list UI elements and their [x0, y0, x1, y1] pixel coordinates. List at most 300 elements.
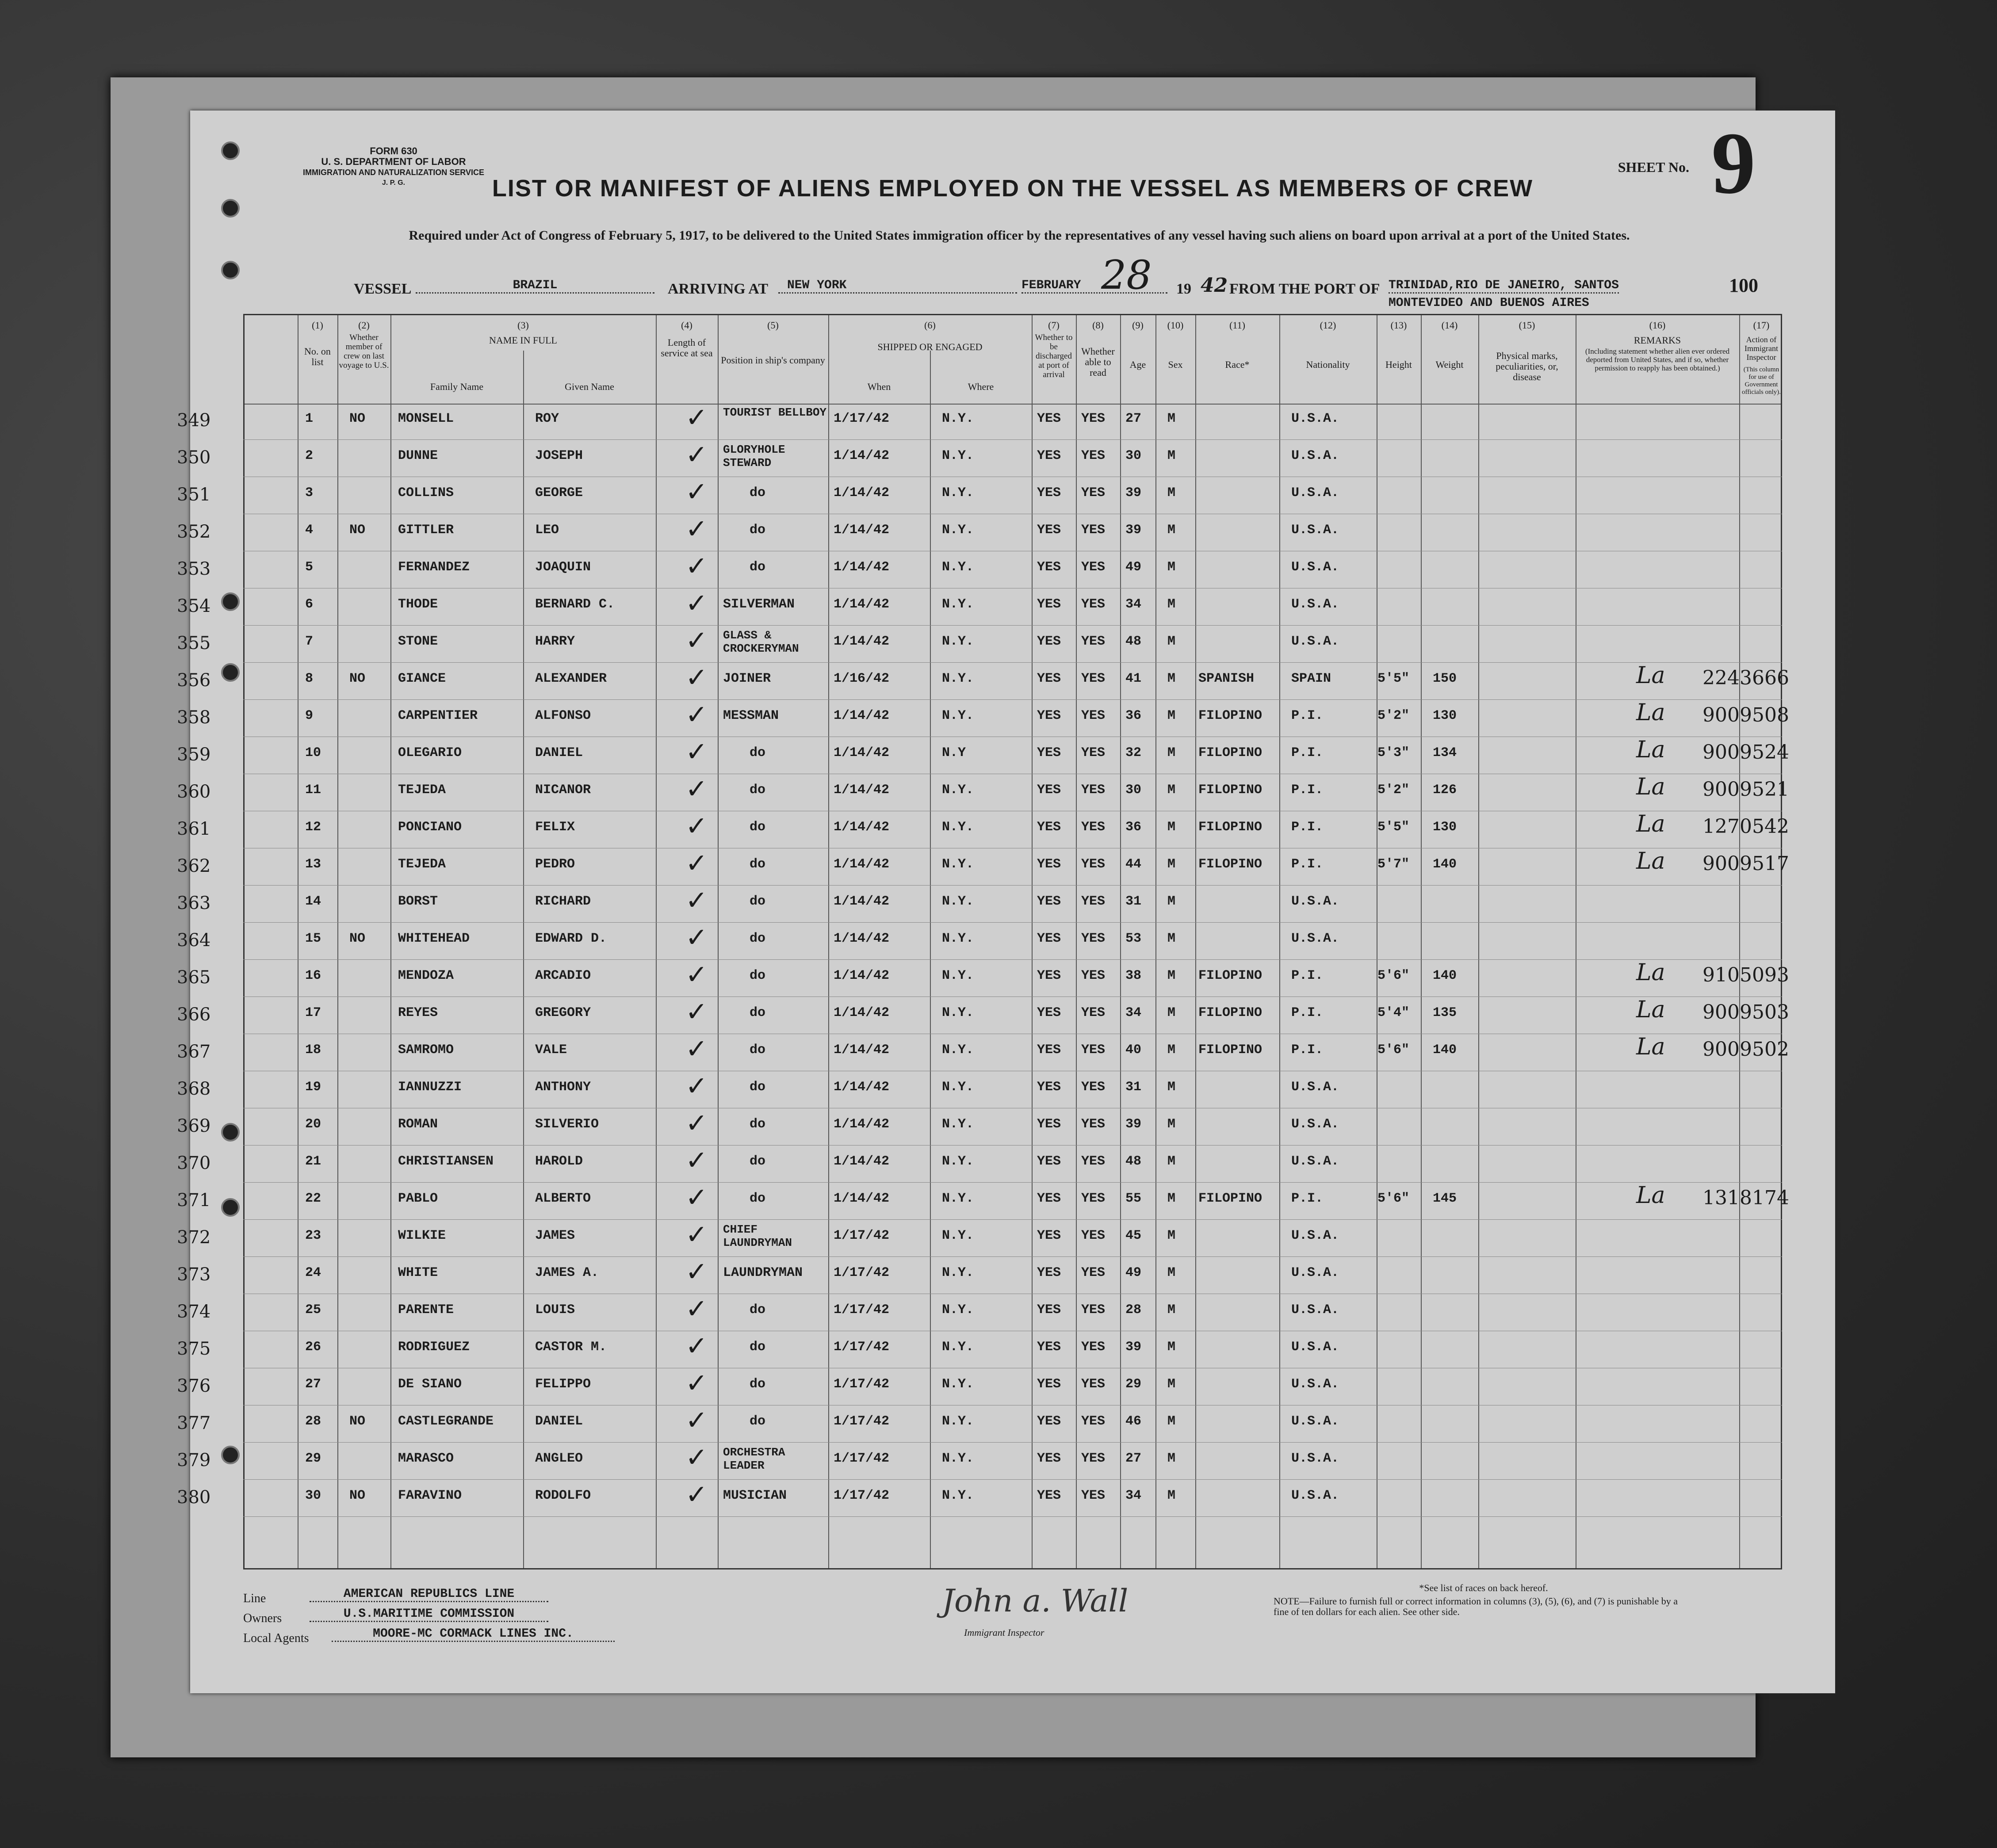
table-row	[177, 551, 1782, 588]
race: FILOPINO	[1198, 857, 1262, 872]
able-to-read: YES	[1081, 857, 1106, 872]
given-name: JAMES	[535, 1228, 575, 1243]
discharged: YES	[1037, 857, 1061, 872]
discharged: YES	[1037, 1042, 1061, 1058]
discharged: YES	[1037, 1302, 1061, 1317]
nationality: U.S.A.	[1291, 1451, 1339, 1466]
col-6-number: (6)	[924, 320, 936, 331]
family-name: COLLINS	[398, 485, 454, 500]
page-count: 100	[1729, 275, 1758, 296]
given-name: LOUIS	[535, 1302, 575, 1317]
checkmark-icon: ✓	[685, 439, 708, 470]
race: FILOPINO	[1198, 968, 1262, 983]
checkmark-icon: ✓	[685, 1219, 708, 1250]
age: 49	[1125, 1265, 1142, 1280]
sex: M	[1167, 1488, 1176, 1503]
weight: 140	[1433, 857, 1457, 872]
family-name: STONE	[398, 634, 438, 649]
discharged: YES	[1037, 968, 1061, 983]
engaged-place: N.Y.	[942, 1005, 974, 1020]
remark: La	[1636, 959, 1665, 986]
nationality: U.S.A.	[1291, 411, 1339, 426]
family-name: FERNANDEZ	[398, 560, 470, 575]
row-number: 3	[305, 485, 314, 500]
engaged-date: 1/14/42	[834, 560, 890, 575]
age: 53	[1125, 931, 1142, 946]
age: 28	[1125, 1302, 1142, 1317]
sex: M	[1167, 597, 1176, 612]
margin-number: 373	[177, 1264, 211, 1285]
nationality: P.I.	[1291, 857, 1324, 872]
nationality: U.S.A.	[1291, 1117, 1339, 1132]
age: 31	[1125, 1080, 1142, 1095]
table-row	[177, 885, 1782, 923]
age: 34	[1125, 1005, 1142, 1020]
given-name: FELIPPO	[535, 1377, 591, 1392]
race: FILOPINO	[1198, 1005, 1262, 1020]
able-to-read: YES	[1081, 1414, 1106, 1429]
inspector-action: 9009521	[1702, 778, 1789, 801]
able-to-read: YES	[1081, 931, 1106, 946]
age: 40	[1125, 1042, 1142, 1058]
age: 27	[1125, 411, 1142, 426]
family-name: CASTLEGRANDE	[398, 1414, 494, 1429]
row-number: 7	[305, 634, 314, 649]
sex: M	[1167, 1154, 1176, 1169]
row-number: 12	[305, 820, 321, 835]
given-name: ALBERTO	[535, 1191, 591, 1206]
age: 48	[1125, 1154, 1142, 1169]
sex: M	[1167, 1191, 1176, 1206]
discharged: YES	[1037, 411, 1061, 426]
position: do	[750, 1340, 766, 1355]
agents-label: Local Agents	[243, 1631, 309, 1645]
engaged-place: N.Y.	[942, 1265, 974, 1280]
height: 5'4"	[1377, 1005, 1410, 1020]
engaged-place: N.Y.	[942, 820, 974, 835]
able-to-read: YES	[1081, 1228, 1106, 1243]
sex: M	[1167, 708, 1176, 723]
position: GLORYHOLE STEWARD	[723, 443, 785, 470]
sex: M	[1167, 968, 1176, 983]
line-label: Line	[243, 1592, 266, 1605]
inspector-action: 9009502	[1702, 1038, 1789, 1061]
nationality: U.S.A.	[1291, 1414, 1339, 1429]
checkmark-icon: ✓	[685, 774, 708, 805]
checkmark-icon: ✓	[685, 922, 708, 953]
height: 5'6"	[1377, 1042, 1410, 1058]
sex: M	[1167, 1414, 1176, 1429]
position: do	[750, 1042, 766, 1058]
engaged-date: 1/14/42	[834, 708, 890, 723]
margin-number: 364	[177, 930, 211, 951]
checkmark-icon: ✓	[685, 1405, 708, 1436]
agents-value: MOORE-MC CORMACK LINES INC.	[332, 1627, 615, 1642]
engaged-place: N.Y.	[942, 894, 974, 909]
weight: 126	[1433, 783, 1457, 798]
family-name: CARPENTIER	[398, 708, 478, 723]
weight: 140	[1433, 968, 1457, 983]
sex: M	[1167, 485, 1176, 500]
table-row	[177, 1219, 1782, 1257]
row-number: 16	[305, 968, 321, 983]
previous-voyage: NO	[349, 931, 366, 946]
col-6b-header: Where	[968, 381, 994, 392]
engaged-place: N.Y.	[942, 1488, 974, 1503]
family-name: PABLO	[398, 1191, 438, 1206]
row-number: 26	[305, 1340, 321, 1355]
weight: 130	[1433, 820, 1457, 835]
given-name: JOSEPH	[535, 448, 583, 463]
table-row	[177, 625, 1782, 663]
nationality: U.S.A.	[1291, 1377, 1339, 1392]
family-name: MONSELL	[398, 411, 454, 426]
able-to-read: YES	[1081, 1302, 1106, 1317]
age: 32	[1125, 745, 1142, 760]
able-to-read: YES	[1081, 1265, 1106, 1280]
engaged-date: 1/17/42	[834, 1228, 890, 1243]
engaged-date: 1/14/42	[834, 1191, 890, 1206]
margin-number: 367	[177, 1042, 211, 1062]
row-number: 9	[305, 708, 314, 723]
nationality: U.S.A.	[1291, 894, 1339, 909]
previous-voyage: NO	[349, 411, 366, 426]
col-12-header: Nationality	[1306, 359, 1350, 370]
col-2-number: (2)	[358, 320, 370, 331]
inspector-action: 1318174	[1702, 1187, 1789, 1209]
age: 44	[1125, 857, 1142, 872]
nationality: U.S.A.	[1291, 634, 1339, 649]
family-name: CHRISTIANSEN	[398, 1154, 494, 1169]
margin-number: 352	[177, 522, 211, 542]
row-number: 1	[305, 411, 314, 426]
punch-hole	[221, 261, 240, 279]
age: 34	[1125, 1488, 1142, 1503]
discharged: YES	[1037, 1228, 1061, 1243]
height: 5'5"	[1377, 820, 1410, 835]
inspector-action: 9009524	[1702, 741, 1789, 764]
inspector-action: 9009517	[1702, 852, 1789, 875]
engaged-place: N.Y.	[942, 783, 974, 798]
engaged-date: 1/17/42	[834, 411, 890, 426]
sheet-number: 9	[1711, 115, 1756, 212]
given-name: SILVERIO	[535, 1117, 599, 1132]
engaged-place: N.Y.	[942, 1117, 974, 1132]
row-number: 27	[305, 1377, 321, 1392]
discharged: YES	[1037, 1414, 1061, 1429]
able-to-read: YES	[1081, 671, 1106, 686]
position: do	[750, 1302, 766, 1317]
col-10-header: Sex	[1168, 359, 1183, 370]
position: do	[750, 560, 766, 575]
checkmark-icon: ✓	[685, 699, 708, 730]
race: FILOPINO	[1198, 1191, 1262, 1206]
able-to-read: YES	[1081, 1080, 1106, 1095]
checkmark-icon: ✓	[685, 1256, 708, 1287]
arriving-port: NEW YORK	[778, 279, 1017, 294]
given-name: ANGLEO	[535, 1451, 583, 1466]
position: do	[750, 1191, 766, 1206]
engaged-place: N.Y.	[942, 411, 974, 426]
row-number: 21	[305, 1154, 321, 1169]
position: do	[750, 968, 766, 983]
given-name: PEDRO	[535, 857, 575, 872]
nationality: U.S.A.	[1291, 1265, 1339, 1280]
family-name: PARENTE	[398, 1302, 454, 1317]
given-name: BERNARD C.	[535, 597, 615, 612]
family-name: DE SIANO	[398, 1377, 462, 1392]
margin-number: 375	[177, 1339, 211, 1359]
engaged-date: 1/14/42	[834, 1005, 890, 1020]
weight: 134	[1433, 745, 1457, 760]
col-11-header: Race*	[1225, 359, 1250, 370]
position: JOINER	[723, 671, 771, 686]
able-to-read: YES	[1081, 894, 1106, 909]
table-row	[177, 737, 1789, 774]
discharged: YES	[1037, 1451, 1061, 1466]
given-name: GEORGE	[535, 485, 583, 500]
sex: M	[1167, 931, 1176, 946]
discharged: YES	[1037, 634, 1061, 649]
given-name: ALFONSO	[535, 708, 591, 723]
department-name: U. S. DEPARTMENT OF LABOR	[321, 156, 466, 167]
age: 55	[1125, 1191, 1142, 1206]
col-10-number: (10)	[1167, 320, 1184, 331]
nationality: U.S.A.	[1291, 1080, 1339, 1095]
given-name: ANTHONY	[535, 1080, 591, 1095]
col-1-header: No. on list	[304, 346, 331, 367]
manifest-sheet	[177, 111, 1835, 1693]
table-row	[177, 774, 1789, 811]
family-name: TEJEDA	[398, 857, 446, 872]
discharged: YES	[1037, 1265, 1061, 1280]
height: 5'7"	[1377, 857, 1410, 872]
nationality: P.I.	[1291, 1042, 1324, 1058]
service-name: IMMIGRATION AND NATURALIZATION SERVICE	[303, 168, 484, 177]
remark: La	[1636, 811, 1665, 837]
row-number: 13	[305, 857, 321, 872]
engaged-date: 1/14/42	[834, 1080, 890, 1095]
col-13-header: Height	[1385, 359, 1412, 370]
age: 48	[1125, 634, 1142, 649]
table-row	[177, 439, 1782, 477]
family-name: MARASCO	[398, 1451, 454, 1466]
margin-number: 359	[177, 745, 211, 765]
row-number: 28	[305, 1414, 321, 1429]
col-16-subheader: (Including statement whether alien ever ordered deported from United States, and if so, whether permission to reapply has been obtained.)	[1585, 347, 1730, 372]
nationality: U.S.A.	[1291, 448, 1339, 463]
nationality: P.I.	[1291, 783, 1324, 798]
family-name: TEJEDA	[398, 783, 446, 798]
nationality: P.I.	[1291, 1005, 1324, 1020]
family-name: FARAVINO	[398, 1488, 462, 1503]
family-name: WHITE	[398, 1265, 438, 1280]
arrival-year: 42	[1201, 274, 1228, 297]
margin-number: 363	[177, 893, 211, 913]
position: do	[750, 1117, 766, 1132]
col-17-header: Action of Immigrant Inspector	[1745, 335, 1778, 362]
inspector-action: 9105093	[1702, 964, 1789, 986]
weight: 135	[1433, 1005, 1457, 1020]
remark: La	[1636, 774, 1665, 800]
nationality: U.S.A.	[1291, 523, 1339, 538]
discharged: YES	[1037, 1080, 1061, 1095]
row-number: 18	[305, 1042, 321, 1058]
age: 39	[1125, 1117, 1142, 1132]
age: 39	[1125, 1340, 1142, 1355]
row-number: 10	[305, 745, 321, 760]
given-name: HARRY	[535, 634, 575, 649]
margin-number: 369	[177, 1116, 211, 1136]
engaged-place: N.Y.	[942, 931, 974, 946]
height: 5'6"	[1377, 968, 1410, 983]
given-name: GREGORY	[535, 1005, 591, 1020]
position: TOURIST BELLBOY	[723, 406, 827, 419]
form-number: FORM 630	[370, 145, 417, 157]
given-name: HAROLD	[535, 1154, 583, 1169]
margin-number: 358	[177, 707, 211, 728]
col-3-header: NAME IN FULL	[489, 335, 557, 346]
given-name: ARCADIO	[535, 968, 591, 983]
discharged: YES	[1037, 485, 1061, 500]
margin-number: 355	[177, 633, 211, 653]
margin-number: 372	[177, 1227, 211, 1248]
discharged: YES	[1037, 708, 1061, 723]
col-5-number: (5)	[767, 320, 779, 331]
engaged-date: 1/17/42	[834, 1302, 890, 1317]
previous-voyage: NO	[349, 1414, 366, 1429]
age: 45	[1125, 1228, 1142, 1243]
year-prefix: 19	[1176, 281, 1191, 297]
table-row	[177, 959, 1789, 997]
height: 5'3"	[1377, 745, 1410, 760]
owners-value: U.S.MARITIME COMMISSION	[310, 1607, 548, 1622]
discharged: YES	[1037, 820, 1061, 835]
age: 36	[1125, 820, 1142, 835]
col-2-header: Whether member of crew on last voyage to U.S.	[339, 333, 389, 370]
nationality: U.S.A.	[1291, 1340, 1339, 1355]
margin-number: 379	[177, 1450, 211, 1470]
row-number: 23	[305, 1228, 321, 1243]
given-name: JAMES A.	[535, 1265, 599, 1280]
table-row	[177, 1442, 1782, 1480]
table-row	[177, 1368, 1782, 1405]
engaged-place: N.Y.	[942, 1080, 974, 1095]
race: FILOPINO	[1198, 745, 1262, 760]
nationality: U.S.A.	[1291, 560, 1339, 575]
row-number: 30	[305, 1488, 321, 1503]
nationality: P.I.	[1291, 968, 1324, 983]
row-number: 8	[305, 671, 314, 686]
height: 5'2"	[1377, 708, 1410, 723]
row-number: 17	[305, 1005, 321, 1020]
row-number: 2	[305, 448, 314, 463]
able-to-read: YES	[1081, 523, 1106, 538]
margin-number: 370	[177, 1153, 211, 1173]
discharged: YES	[1037, 448, 1061, 463]
engaged-place: N.Y.	[942, 448, 974, 463]
remark: La	[1636, 662, 1665, 689]
discharged: YES	[1037, 1117, 1061, 1132]
remark: La	[1636, 699, 1665, 726]
margin-number: 351	[177, 485, 211, 505]
checkmark-icon: ✓	[685, 1442, 708, 1473]
position: do	[750, 1377, 766, 1392]
margin-number: 365	[177, 967, 211, 988]
row-number: 14	[305, 894, 321, 909]
engaged-date: 1/14/42	[834, 634, 890, 649]
row-number: 6	[305, 597, 314, 612]
given-name: RICHARD	[535, 894, 591, 909]
able-to-read: YES	[1081, 411, 1106, 426]
sex: M	[1167, 1451, 1176, 1466]
age: 36	[1125, 708, 1142, 723]
able-to-read: YES	[1081, 708, 1106, 723]
family-name: IANNUZZI	[398, 1080, 462, 1095]
age: 29	[1125, 1377, 1142, 1392]
margin-number: 362	[177, 856, 211, 876]
age: 30	[1125, 448, 1142, 463]
engaged-date: 1/14/42	[834, 1117, 890, 1132]
margin-number: 366	[177, 1004, 211, 1025]
engaged-place: N.Y.	[942, 1414, 974, 1429]
checkmark-icon: ✓	[685, 848, 708, 879]
row-number: 15	[305, 931, 321, 946]
given-name: JOAQUIN	[535, 560, 591, 575]
family-name: DUNNE	[398, 448, 438, 463]
arrival-day: 28	[1101, 252, 1152, 298]
margin-number: 374	[177, 1302, 211, 1322]
age: 39	[1125, 523, 1142, 538]
row-number: 25	[305, 1302, 321, 1317]
margin-number: 376	[177, 1376, 211, 1396]
margin-number: 361	[177, 819, 211, 839]
discharged: YES	[1037, 745, 1061, 760]
nationality: U.S.A.	[1291, 485, 1339, 500]
col-4-number: (4)	[681, 320, 692, 331]
sheet-number-label: SHEET No.	[1618, 159, 1689, 175]
given-name: LEO	[535, 523, 559, 538]
position: do	[750, 820, 766, 835]
row-number: 19	[305, 1080, 321, 1095]
col-6a-header: When	[867, 381, 891, 392]
row-number: 22	[305, 1191, 321, 1206]
checkmark-icon: ✓	[685, 1294, 708, 1325]
sex: M	[1167, 634, 1176, 649]
margin-number: 350	[177, 447, 211, 468]
given-name: DANIEL	[535, 1414, 583, 1429]
margin-number: 371	[177, 1190, 211, 1210]
discharged: YES	[1037, 560, 1061, 575]
age: 41	[1125, 671, 1142, 686]
weight: 140	[1433, 1042, 1457, 1058]
race: FILOPINO	[1198, 820, 1262, 835]
race: FILOPINO	[1198, 708, 1262, 723]
sex: M	[1167, 857, 1176, 872]
able-to-read: YES	[1081, 1340, 1106, 1355]
engaged-date: 1/14/42	[834, 894, 890, 909]
departure-ports-line2: MONTEVIDEO AND BUENOS AIRES	[1389, 296, 1589, 310]
col-5-header: Position in ship's company	[721, 355, 825, 366]
sex: M	[1167, 1340, 1176, 1355]
manifest-subtitle: Required under Act of Congress of February 5, 1917, to be delivered to the United States immigration officer by the representatives of any vessel having such aliens on board upon arrival at a port of the United States.	[409, 228, 1630, 243]
nationality: U.S.A.	[1291, 1154, 1339, 1169]
sex: M	[1167, 411, 1176, 426]
family-name: MENDOZA	[398, 968, 454, 983]
engaged-date: 1/14/42	[834, 931, 890, 946]
punch-hole	[221, 1123, 240, 1142]
col-3b-header: Given Name	[565, 381, 614, 392]
